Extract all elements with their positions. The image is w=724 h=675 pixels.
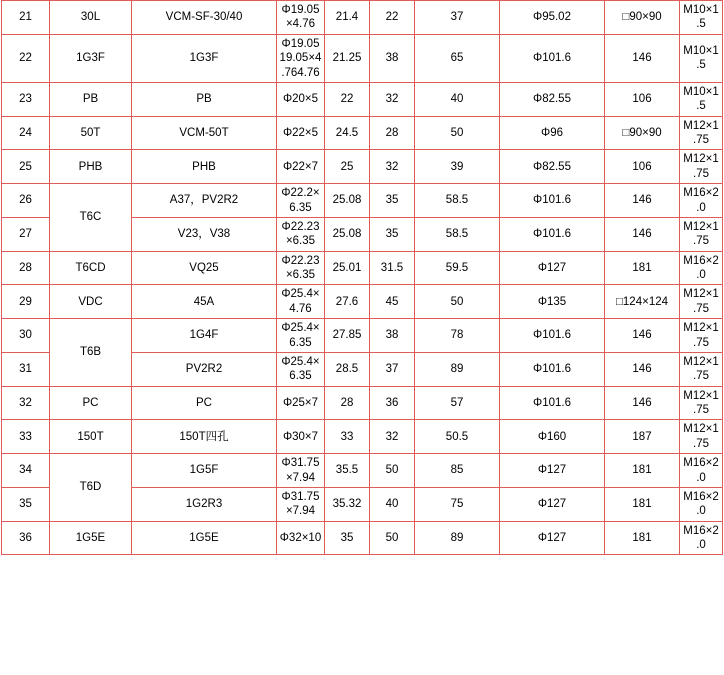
- cell-dim_a: Φ22×7: [277, 150, 325, 184]
- cell-dim_d: 58.5: [415, 184, 500, 218]
- cell-col9: M10×1.5: [680, 34, 723, 82]
- cell-pump_model: 1G2R3: [132, 487, 277, 521]
- cell-thread: 181: [605, 251, 680, 285]
- cell-thread: 146: [605, 386, 680, 420]
- cell-thread: 146: [605, 319, 680, 353]
- cell-thread: □90×90: [605, 1, 680, 35]
- cell-pump_model: PV2R2: [132, 352, 277, 386]
- cell-thread: 146: [605, 352, 680, 386]
- cell-dim_e: Φ82.55: [500, 150, 605, 184]
- cell-model: VDC: [50, 285, 132, 319]
- cell-dim_c: 50: [370, 521, 415, 555]
- cell-dim_d: 75: [415, 487, 500, 521]
- cell-dim_e: Φ95.02: [500, 1, 605, 35]
- table-row: [2, 319, 723, 353]
- cell-dim_d: 50: [415, 285, 500, 319]
- cell-dim_e: Φ101.6: [500, 352, 605, 386]
- cell-dim_b: 25: [325, 150, 370, 184]
- cell-thread: 106: [605, 82, 680, 116]
- cell-dim_d: 89: [415, 352, 500, 386]
- cell-dim_b: 25.08: [325, 217, 370, 251]
- cell-dim_c: 36: [370, 386, 415, 420]
- cell-no: 35: [2, 487, 50, 521]
- cell-no: 28: [2, 251, 50, 285]
- cell-dim_c: 35: [370, 184, 415, 218]
- cell-pump_model: VCM-SF-30/40: [132, 1, 277, 35]
- cell-dim_d: 59.5: [415, 251, 500, 285]
- cell-thread: 181: [605, 521, 680, 555]
- cell-dim_a: Φ31.75×7.94: [277, 454, 325, 488]
- cell-dim_d: 37: [415, 1, 500, 35]
- cell-pump_model: 150T四孔: [132, 420, 277, 454]
- cell-dim_c: 38: [370, 319, 415, 353]
- cell-no: 30: [2, 319, 50, 353]
- cell-dim_a: Φ19.0519.05×4.764.76: [277, 34, 325, 82]
- cell-dim_b: 28: [325, 386, 370, 420]
- table-row: [2, 521, 723, 555]
- cell-dim_e: Φ101.6: [500, 184, 605, 218]
- cell-dim_c: 45: [370, 285, 415, 319]
- cell-dim_a: Φ20×5: [277, 82, 325, 116]
- cell-col9: M12×1.75: [680, 116, 723, 150]
- cell-col9: M12×1.75: [680, 420, 723, 454]
- cell-dim_b: 33: [325, 420, 370, 454]
- cell-model: 50T: [50, 116, 132, 150]
- cell-dim_b: 28.5: [325, 352, 370, 386]
- cell-pump_model: PHB: [132, 150, 277, 184]
- table-row: [2, 1, 723, 35]
- cell-dim_a: Φ31.75×7.94: [277, 487, 325, 521]
- cell-dim_d: 89: [415, 521, 500, 555]
- cell-dim_d: 50.5: [415, 420, 500, 454]
- table-row: [2, 184, 723, 218]
- cell-col9: M12×1.75: [680, 386, 723, 420]
- cell-pump_model: 1G4F: [132, 319, 277, 353]
- cell-col9: M16×2.0: [680, 521, 723, 555]
- cell-pump_model: PC: [132, 386, 277, 420]
- cell-dim_c: 32: [370, 82, 415, 116]
- cell-dim_b: 25.08: [325, 184, 370, 218]
- table-row: [2, 386, 723, 420]
- cell-dim_e: Φ101.6: [500, 217, 605, 251]
- cell-pump_model: 1G3F: [132, 34, 277, 82]
- cell-dim_d: 85: [415, 454, 500, 488]
- cell-dim_c: 38: [370, 34, 415, 82]
- cell-model: PB: [50, 82, 132, 116]
- cell-dim_c: 40: [370, 487, 415, 521]
- cell-thread: 187: [605, 420, 680, 454]
- cell-dim_d: 50: [415, 116, 500, 150]
- cell-dim_a: Φ25.4×6.35: [277, 352, 325, 386]
- cell-col9: M16×2.0: [680, 184, 723, 218]
- cell-model: T6CD: [50, 251, 132, 285]
- cell-thread: 146: [605, 217, 680, 251]
- cell-model: 1G3F: [50, 34, 132, 82]
- cell-pump_model: VCM-50T: [132, 116, 277, 150]
- cell-no: 29: [2, 285, 50, 319]
- table-row: [2, 116, 723, 150]
- cell-thread: 106: [605, 150, 680, 184]
- cell-dim_e: Φ82.55: [500, 82, 605, 116]
- cell-col9: M12×1.75: [680, 319, 723, 353]
- cell-dim_a: Φ22.23×6.35: [277, 217, 325, 251]
- cell-model: T6C: [50, 184, 132, 252]
- cell-dim_e: Φ127: [500, 487, 605, 521]
- table-row: [2, 82, 723, 116]
- cell-dim_a: Φ22.2×6.35: [277, 184, 325, 218]
- cell-dim_b: 35.5: [325, 454, 370, 488]
- cell-dim_d: 39: [415, 150, 500, 184]
- cell-model: PC: [50, 386, 132, 420]
- cell-dim_b: 35: [325, 521, 370, 555]
- cell-col9: M12×1.75: [680, 150, 723, 184]
- cell-dim_b: 35.32: [325, 487, 370, 521]
- cell-dim_e: Φ101.6: [500, 386, 605, 420]
- specification-table: [1, 0, 723, 555]
- cell-pump_model: A37，PV2R2: [132, 184, 277, 218]
- cell-dim_c: 28: [370, 116, 415, 150]
- cell-dim_e: Φ127: [500, 251, 605, 285]
- cell-dim_a: Φ22×5: [277, 116, 325, 150]
- cell-thread: □90×90: [605, 116, 680, 150]
- cell-col9: M10×1.5: [680, 82, 723, 116]
- cell-model: T6B: [50, 319, 132, 387]
- cell-dim_d: 40: [415, 82, 500, 116]
- cell-no: 23: [2, 82, 50, 116]
- cell-model: 150T: [50, 420, 132, 454]
- cell-no: 25: [2, 150, 50, 184]
- cell-dim_a: Φ25×7: [277, 386, 325, 420]
- cell-dim_a: Φ32×10: [277, 521, 325, 555]
- cell-dim_b: 24.5: [325, 116, 370, 150]
- cell-col9: M12×1.75: [680, 352, 723, 386]
- cell-dim_e: Φ101.6: [500, 34, 605, 82]
- cell-thread: □124×124: [605, 285, 680, 319]
- table-row: [2, 420, 723, 454]
- cell-pump_model: 45A: [132, 285, 277, 319]
- cell-pump_model: 1G5E: [132, 521, 277, 555]
- cell-dim_a: Φ25.4×6.35: [277, 319, 325, 353]
- cell-dim_e: Φ127: [500, 454, 605, 488]
- cell-dim_a: Φ22.23×6.35: [277, 251, 325, 285]
- cell-col9: M16×2.0: [680, 251, 723, 285]
- cell-dim_a: Φ19.05×4.76: [277, 1, 325, 35]
- table-body: [2, 1, 723, 555]
- cell-thread: 181: [605, 454, 680, 488]
- cell-pump_model: 1G5F: [132, 454, 277, 488]
- cell-dim_d: 65: [415, 34, 500, 82]
- cell-col9: M16×2.0: [680, 487, 723, 521]
- cell-dim_c: 35: [370, 217, 415, 251]
- cell-no: 22: [2, 34, 50, 82]
- cell-dim_c: 37: [370, 352, 415, 386]
- cell-no: 32: [2, 386, 50, 420]
- cell-col9: M10×1.5: [680, 1, 723, 35]
- cell-dim_c: 50: [370, 454, 415, 488]
- cell-no: 26: [2, 184, 50, 218]
- cell-dim_e: Φ96: [500, 116, 605, 150]
- cell-dim_a: Φ30×7: [277, 420, 325, 454]
- cell-dim_e: Φ127: [500, 521, 605, 555]
- cell-dim_e: Φ101.6: [500, 319, 605, 353]
- cell-model: T6D: [50, 454, 132, 522]
- cell-col9: M16×2.0: [680, 454, 723, 488]
- cell-dim_b: 21.4: [325, 1, 370, 35]
- cell-no: 34: [2, 454, 50, 488]
- table-row: [2, 285, 723, 319]
- cell-pump_model: PB: [132, 82, 277, 116]
- cell-dim_c: 32: [370, 150, 415, 184]
- cell-model: PHB: [50, 150, 132, 184]
- cell-dim_c: 22: [370, 1, 415, 35]
- table-row: [2, 150, 723, 184]
- cell-dim_e: Φ135: [500, 285, 605, 319]
- cell-no: 31: [2, 352, 50, 386]
- cell-dim_b: 27.85: [325, 319, 370, 353]
- cell-dim_d: 57: [415, 386, 500, 420]
- cell-dim_c: 32: [370, 420, 415, 454]
- cell-dim_c: 31.5: [370, 251, 415, 285]
- table-row: [2, 251, 723, 285]
- cell-thread: 146: [605, 34, 680, 82]
- cell-dim_b: 22: [325, 82, 370, 116]
- cell-dim_e: Φ160: [500, 420, 605, 454]
- table-row: [2, 454, 723, 488]
- cell-model: 1G5E: [50, 521, 132, 555]
- cell-col9: M12×1.75: [680, 217, 723, 251]
- cell-model: 30L: [50, 1, 132, 35]
- cell-no: 21: [2, 1, 50, 35]
- cell-dim_b: 21.25: [325, 34, 370, 82]
- cell-dim_b: 25.01: [325, 251, 370, 285]
- cell-dim_d: 58.5: [415, 217, 500, 251]
- cell-no: 27: [2, 217, 50, 251]
- cell-thread: 146: [605, 184, 680, 218]
- table-row: [2, 34, 723, 82]
- cell-pump_model: V23，V38: [132, 217, 277, 251]
- cell-no: 24: [2, 116, 50, 150]
- cell-dim_d: 78: [415, 319, 500, 353]
- cell-pump_model: VQ25: [132, 251, 277, 285]
- cell-no: 33: [2, 420, 50, 454]
- cell-dim_b: 27.6: [325, 285, 370, 319]
- cell-col9: M12×1.75: [680, 285, 723, 319]
- cell-thread: 181: [605, 487, 680, 521]
- cell-no: 36: [2, 521, 50, 555]
- cell-dim_a: Φ25.4×4.76: [277, 285, 325, 319]
